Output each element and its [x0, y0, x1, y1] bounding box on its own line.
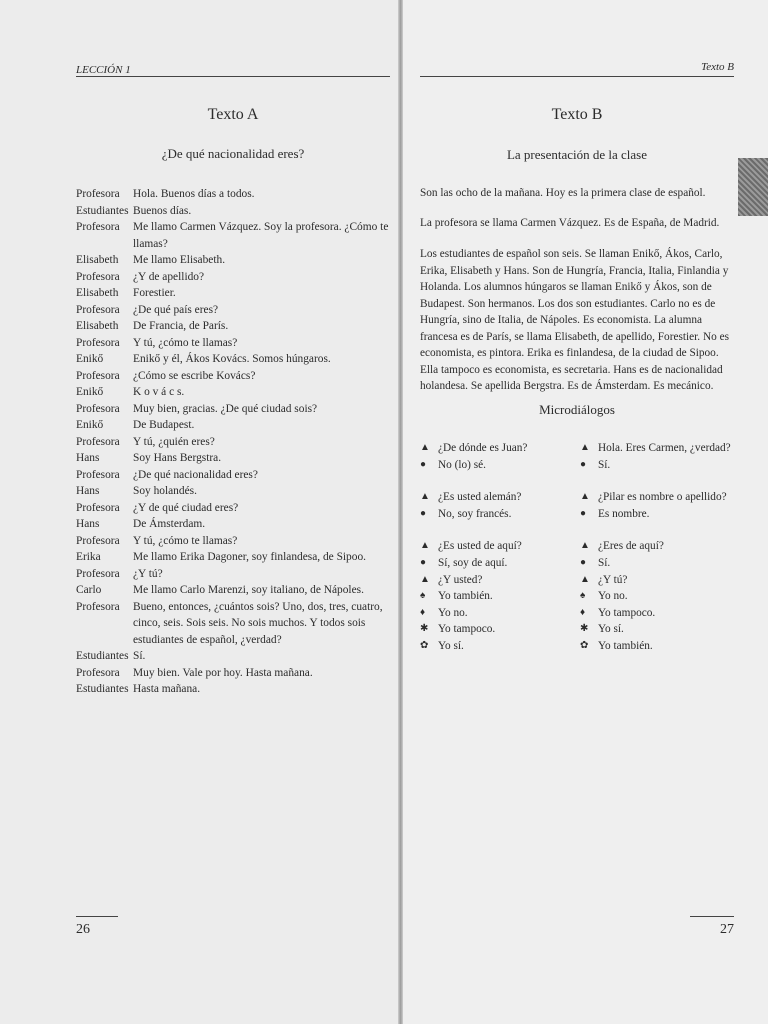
speaker-symbol-icon: ✱ [580, 623, 589, 635]
speaker-symbol-icon: ● [420, 458, 427, 470]
speaker-name: Elisabeth [76, 287, 119, 299]
dialogue-row [76, 533, 394, 550]
speaker-name: Profesora [76, 336, 120, 349]
speaker-symbol-icon: ● [580, 507, 587, 519]
dialogue-row [76, 401, 394, 418]
microdialogue-line [420, 638, 580, 655]
dialogue-row [76, 318, 394, 335]
group-spacer [420, 522, 580, 538]
subtitle-texto-a: ¿De qué nacionalidad eres? [161, 146, 305, 161]
microdialogos-left-column [420, 440, 580, 655]
speaker-name: Profesora [76, 402, 120, 415]
paragraph-3: Los estudiantes de español son seis. Se llaman Enikő, Ákos, Carlo, Erika, Elisabeth y Hans. Son de Hungría, Francia, Italia, Finlandia y Holanda. Los alumnos húngaros se llaman Enikő y Ákos, son de Budapest. Son hermanos. Los dos son estudiantes. Carlo no es de Hungría, sino de Italia, de Nápoles. Es economista. La alumna francesa es de París, se llama Elisabeth, de apellido, Forestier. No es economista, es pintora. Erika es finlandesa, de la ciudad de Sipoo. Ella tampoco es economista, es secretaria. Hans es de nacionalidad holandesa. Se apellida Bergstra. Es de Ámsterdam. Es mecánico. [420, 248, 729, 392]
header-rule-left [76, 76, 390, 77]
dialogue-row [76, 665, 394, 682]
speaker-line: Hasta mañana. [133, 683, 201, 695]
speaker-line: ¿De qué país eres? [133, 303, 219, 316]
speaker-symbol-icon: ▲ [580, 573, 590, 585]
paragraph-2: La profesora se llama Carmen Vázquez. Es de España, de Madrid. [420, 217, 720, 229]
microdialogue-text: ¿Es usted alemán? [438, 491, 522, 504]
speaker-symbol-icon: ▲ [420, 540, 430, 552]
speaker-name: Profesora [76, 303, 120, 316]
speaker-name: Profesora [76, 435, 120, 448]
speaker-symbol-icon: ● [580, 556, 587, 568]
speaker-symbol-icon: ▲ [420, 573, 430, 585]
speaker-name: Profesora [76, 501, 120, 514]
speaker-name: Elisabeth [76, 320, 119, 332]
microdialogue-text: ¿Y tú? [598, 573, 628, 586]
speaker-name: Profesora [76, 567, 120, 580]
dialogue-block [76, 186, 394, 698]
microdialogue-text: ¿Y usted? [438, 573, 483, 586]
speaker-symbol-icon: ♠ [420, 590, 426, 602]
speaker-line: Muy bien. Vale por hoy. Hasta mañana. [133, 666, 313, 679]
microdialogue-line [580, 457, 740, 474]
speaker-line: K o v á c s. [133, 386, 185, 398]
speaker-symbol-icon: ✿ [420, 639, 429, 651]
speaker-symbol-icon: ● [420, 556, 427, 568]
speaker-symbol-icon: ▲ [580, 540, 590, 552]
speaker-name: Hans [76, 452, 100, 464]
dialogue-row [76, 566, 394, 583]
microdialogue-text: Yo tampoco. [598, 606, 656, 619]
dialogue-row [76, 335, 394, 352]
microdialogue-text: ¿Eres de aquí? [598, 540, 664, 553]
microdialogue-line [420, 457, 580, 474]
speaker-line: ¿Y de qué ciudad eres? [133, 501, 239, 514]
speaker-line: ¿Cómo se escribe Kovács? [133, 369, 256, 382]
dialogue-row [76, 450, 394, 467]
microdialogue-text: Yo también. [598, 639, 653, 652]
speaker-name: Profesora [76, 666, 120, 679]
speaker-line: De Francia, de París. [133, 320, 229, 332]
microdialogue-line [420, 572, 580, 589]
dialogue-row [76, 203, 394, 220]
group-spacer [420, 473, 580, 489]
dialogue-row [76, 467, 394, 484]
speaker-name: Carlo [76, 584, 102, 596]
microdialogue-line [580, 605, 740, 622]
speaker-name: Erika [76, 551, 101, 563]
speaker-symbol-icon: ♦ [420, 606, 426, 618]
speaker-line: ¿De qué nacionalidad eres? [133, 468, 258, 481]
dialogue-row [76, 269, 394, 286]
paragraph-1: Son las ocho de la mañana. Hoy es la primera clase de español. [420, 187, 706, 199]
speaker-symbol-icon: ♠ [580, 590, 586, 602]
thumb-tab-marker [738, 158, 768, 216]
speaker-name: Hans [76, 518, 100, 530]
microdialogue-text: Es nombre. [598, 507, 650, 520]
speaker-line: De Budapest. [133, 419, 195, 431]
dialogue-row [76, 186, 394, 203]
dialogue-row [76, 516, 394, 533]
microdialogue-text: Yo también. [438, 590, 493, 603]
dialogue-row [76, 599, 394, 649]
title-texto-a: Texto A [207, 106, 259, 123]
speaker-line: Buenos días. [133, 204, 192, 217]
speaker-symbol-icon: ● [580, 458, 587, 470]
microdialogue-line [580, 621, 740, 638]
speaker-name: Estudiantes [76, 204, 129, 217]
dialogue-row [76, 384, 394, 401]
speaker-name: Enikő [76, 419, 104, 431]
speaker-line: Soy Hans Bergstra. [133, 452, 222, 464]
speaker-symbol-icon: ✱ [420, 623, 429, 635]
speaker-name: Enikő [76, 386, 104, 398]
title-texto-b: Texto B [551, 106, 603, 123]
dialogue-row [76, 500, 394, 517]
microdialogos-right-column [580, 440, 740, 655]
running-head-right: Texto B [701, 61, 734, 73]
group-spacer [580, 473, 740, 489]
group-spacer [580, 522, 740, 538]
microdialogue-line [420, 605, 580, 622]
microdialogue-text: Yo sí. [598, 623, 624, 636]
speaker-name: Hans [76, 485, 100, 497]
footer-rule-left [76, 916, 118, 917]
book-gutter [398, 0, 403, 1024]
microdialogue-line [580, 638, 740, 655]
dialogue-row [76, 285, 394, 302]
speaker-line: Me llamo Erika Dagoner, soy finlandesa, de Sipoo. [133, 551, 366, 563]
speaker-symbol-icon: ▲ [580, 491, 590, 503]
speaker-symbol-icon: ✿ [580, 639, 589, 651]
speaker-symbol-icon: ♦ [580, 606, 586, 618]
speaker-name: Profesora [76, 369, 120, 382]
speaker-line: ¿Y de apellido? [133, 270, 205, 283]
speaker-name: Profesora [76, 270, 120, 283]
speaker-symbol-icon: ▲ [420, 442, 430, 453]
speaker-name: Profesora [76, 221, 120, 233]
dialogue-row [76, 549, 394, 566]
dialogue-row [76, 219, 394, 252]
microdialogue-text: Sí. [598, 556, 611, 569]
speaker-line: ¿Y tú? [133, 567, 163, 580]
page-number-right: 27 [720, 922, 734, 937]
dialogue-row [76, 417, 394, 434]
speaker-line: Me llamo Elisabeth. [133, 254, 226, 266]
dialogue-row [76, 681, 394, 698]
microdialogue-text: ¿Es usted de aquí? [438, 540, 522, 553]
header-rule-right [420, 76, 734, 77]
microdialogue-line [580, 440, 740, 457]
speaker-line: Forestier. [133, 287, 176, 299]
microdialogue-line [420, 621, 580, 638]
speaker-line: Bueno, entonces, ¿cuántos sois? Uno, dos, tres, cuatro, cinco, seis. Sois seis. No sois muchos. Y todos sois estudiantes de español, ¿verdad? [133, 600, 383, 646]
speaker-line: Sí. [133, 650, 146, 662]
speaker-line: Y tú, ¿quién eres? [133, 435, 215, 448]
microdialogue-line [420, 440, 580, 457]
speaker-line: Hola. Buenos días a todos. [133, 188, 255, 200]
microdialogue-line [580, 572, 740, 589]
microdialogue-text: Sí, soy de aquí. [438, 556, 508, 569]
dialogue-row [76, 434, 394, 451]
dialogue-row [76, 351, 394, 368]
dialogue-row [76, 368, 394, 385]
speaker-line: Me llamo Carlo Marenzi, soy italiano, de Nápoles. [133, 584, 364, 596]
microdialogue-text: Yo tampoco. [438, 623, 496, 636]
microdialogue-line [580, 555, 740, 572]
speaker-symbol-icon: ● [420, 507, 427, 519]
microdialogue-line [580, 538, 740, 555]
speaker-name: Profesora [76, 468, 120, 481]
microdialogue-text: ¿De dónde es Juan? [438, 442, 528, 454]
speaker-line: Me llamo Carmen Vázquez. Soy la profesora. ¿Cómo te llamas? [133, 221, 389, 250]
microdialogue-text: No, soy francés. [438, 507, 512, 520]
speaker-name: Enikő [76, 353, 104, 365]
microdialogos-title: Microdiálogos [539, 402, 615, 417]
speaker-name: Estudiantes [76, 683, 129, 695]
speaker-name: Elisabeth [76, 254, 119, 266]
microdialogue-text: Hola. Eres Carmen, ¿verdad? [598, 442, 731, 454]
microdialogue-text: ¿Pilar es nombre o apellido? [598, 491, 727, 504]
speaker-name: Profesora [76, 600, 120, 613]
dialogue-row [76, 582, 394, 599]
speaker-name: Profesora [76, 534, 120, 547]
microdialogue-line [420, 588, 580, 605]
speaker-line: Enikő y él, Ákos Kovács. Somos húngaros. [133, 353, 331, 365]
microdialogue-text: No (lo) sé. [438, 458, 487, 471]
speaker-symbol-icon: ▲ [420, 491, 430, 503]
microdialogue-text: Yo no. [438, 606, 468, 619]
speaker-line: Y tú, ¿cómo te llamas? [133, 336, 238, 349]
microdialogue-line [420, 506, 580, 523]
microdialogue-text: Sí. [598, 458, 611, 471]
microdialogue-text: Yo no. [598, 590, 628, 603]
dialogue-row [76, 648, 394, 665]
microdialogue-line [580, 489, 740, 506]
speaker-line: Soy holandés. [133, 485, 197, 497]
dialogue-row [76, 483, 394, 500]
speaker-line: Muy bien, gracias. ¿De qué ciudad sois? [133, 402, 318, 415]
microdialogue-line [580, 506, 740, 523]
microdialogue-line [420, 555, 580, 572]
microdialogue-line [420, 489, 580, 506]
microdialogue-line [420, 538, 580, 555]
speaker-name: Estudiantes [76, 650, 129, 662]
speaker-symbol-icon: ▲ [580, 442, 590, 453]
speaker-line: Y tú, ¿cómo te llamas? [133, 534, 238, 547]
speaker-line: De Ámsterdam. [133, 518, 206, 530]
running-head-left: LECCIÓN 1 [76, 64, 131, 76]
dialogue-row [76, 302, 394, 319]
footer-rule-right [690, 916, 734, 917]
subtitle-texto-b: La presentación de la clase [506, 147, 648, 162]
speaker-name: Profesora [76, 188, 120, 200]
dialogue-row [76, 252, 394, 269]
microdialogue-text: Yo sí. [438, 639, 464, 652]
page-number-left: 26 [76, 922, 90, 937]
microdialogue-line [580, 588, 740, 605]
